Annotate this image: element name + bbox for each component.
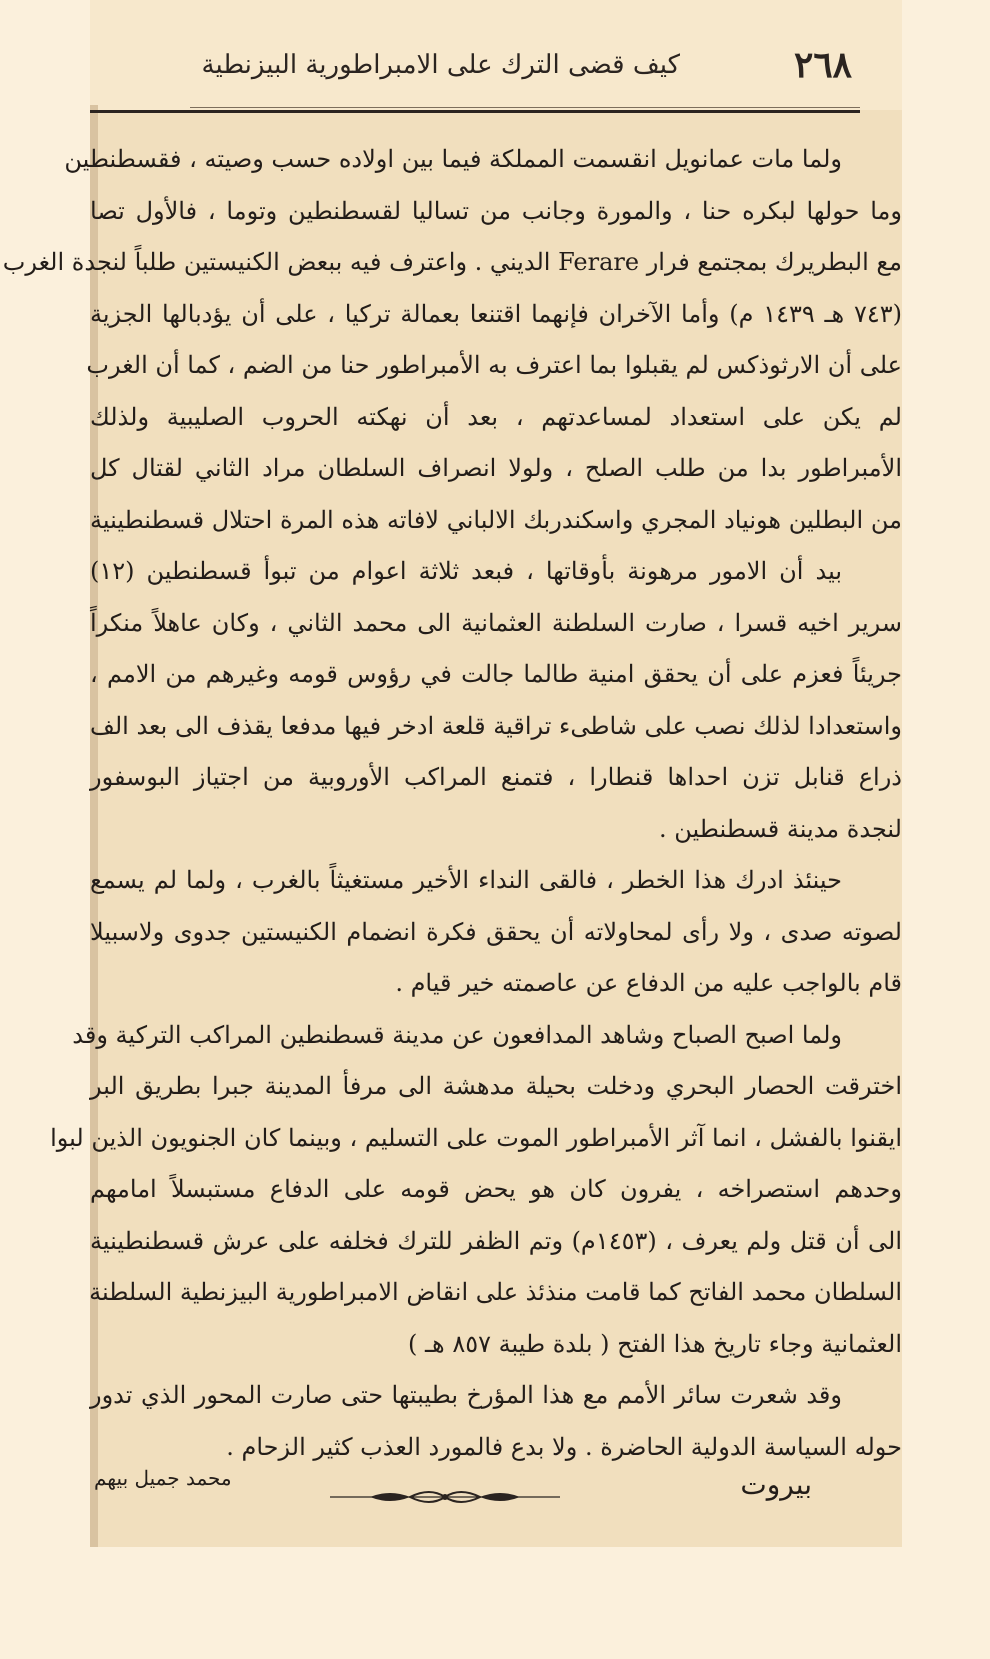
- text-line: وما حولها لبكره حنا ، والمورة وجانب من تساليا لقسطنطين وتوما ، فالأول تصا: [90, 196, 902, 225]
- text-line: ولما اصبح الصباح وشاهد المدافعون عن مدينة قسطنطين المراكب التركية وقد: [72, 1020, 842, 1049]
- text-line: وقد شعرت سائر الأمم مع هذا المؤرخ بطيبتها حتى صارت المحور الذي تدور: [90, 1381, 842, 1409]
- text-line: سرير اخيه قسرا ، صارت السلطنة العثمانية الى محمد الثاني ، وكان عاهلاً منكراً: [90, 608, 902, 637]
- text-line: لنجدة مدينة قسطنطين .: [659, 814, 902, 843]
- page-number: ٢٦٨: [793, 44, 852, 86]
- signature-author: محمد جميل بيهم: [94, 1466, 232, 1490]
- header-rule: [90, 110, 860, 113]
- book-page: [2, 0, 903, 1547]
- text-line: الأمبراطور بدا من طلب الصلح ، ولولا انصراف السلطان مراد الثاني لقتال كل: [90, 454, 902, 482]
- text-line: قام بالواجب عليه من الدفاع عن عاصمته خير قيام .: [395, 969, 902, 997]
- text-line: حوله السياسة الدولية الحاضرة . ولا بدع فالمورد العذب كثير الزحام .: [226, 1432, 902, 1461]
- text-line: وحدهم استصراخه ، يفرون كان هو يحض قومه على الدفاع مستبسلاً امامهم: [90, 1175, 902, 1203]
- text-line: العثمانية وجاء تاريخ هذا الفتح ( بلدة طيبة ٨٥٧ هـ ): [408, 1329, 902, 1358]
- text-line: ذراع قنابل تزن احداها قنطارا ، فتمنع المراكب الأوروبية من اجتياز البوسفور: [90, 763, 902, 791]
- text-line: واستعدادا لذلك نصب على شاطىء تراقية قلعة ادخر فيها مدفعا يقذف الى بعد الف: [90, 711, 902, 740]
- text-line: (٧٤٣ هـ ١٤٣٩ م) وأما الآخران فإنهما اقتنعا بعمالة تركيا ، على أن يؤدبالها الجزية: [90, 299, 902, 328]
- text-line: اخترقت الحصار البحري ودخلت بحيلة مدهشة الى مرفأ المدينة جبرا بطريق البر: [90, 1072, 902, 1100]
- running-title: كيف قضى الترك على الامبراطورية البيزنطية: [201, 50, 680, 80]
- text-line: حينئذ ادرك هذا الخطر ، فالقى النداء الأخير مستغيثاً بالغرب ، ولما لم يسمع: [90, 866, 842, 894]
- text-line: الى أن قتل ولم يعرف ، (١٤٥٣م) وتم الظفر للترك فخلفه على عرش قسطنطينية: [90, 1226, 902, 1255]
- text-line: ولما مات عمانويل انقسمت المملكة فيما بين اولاده حسب وصيته ، فقسطنطين: [64, 145, 842, 173]
- text-line: على أن الارثوذكس لم يقبلوا بما اعترف به الأمبراطور حنا من الضم ، كما أن الغرب: [86, 351, 902, 379]
- text-line: لم يكن على استعداد لمساعدتهم ، بعد أن نهكته الحروب الصليبية ولذلك: [90, 402, 902, 431]
- text-line: جريئاً فعزم على أن يحقق امنية طالما جالت في رؤوس قومه وغيرهم من الامم ،: [90, 660, 903, 688]
- text-line: بيد أن الامور مرهونة بأوقاتها ، فبعد ثلاثة اعوام من تبوأ قسطنطين (١٢): [90, 557, 842, 585]
- decorative-flourish-icon: [330, 1487, 560, 1507]
- text-line: من البطلين هونياد المجري واسكندربك الالباني لافاته هذه المرة احتلال قسطنطينية: [90, 505, 902, 534]
- text-line: ايقنوا بالفشل ، انما آثر الأمبراطور الموت على التسليم ، وبينما كان الجنويون الذين لبوا: [50, 1123, 902, 1152]
- text-line: مع البطريرك بمجتمع فرار Ferare الديني . واعترف فيه ببعض الكنيستين طلباً لنجدة الغرب: [2, 248, 902, 276]
- text-line: السلطان محمد الفاتح كما قامت منذئذ على انقاض الامبراطورية البيزنطية السلطنة: [89, 1278, 902, 1306]
- signature-city: بيروت: [740, 1468, 812, 1501]
- text-line: لصوته صدى ، ولا رأى لمحاولاته أن يحقق فكرة انضمام الكنيستين جدوى ولاسبيلا: [90, 917, 902, 946]
- page-header: [90, 40, 902, 100]
- header-rule-thin: [190, 107, 860, 108]
